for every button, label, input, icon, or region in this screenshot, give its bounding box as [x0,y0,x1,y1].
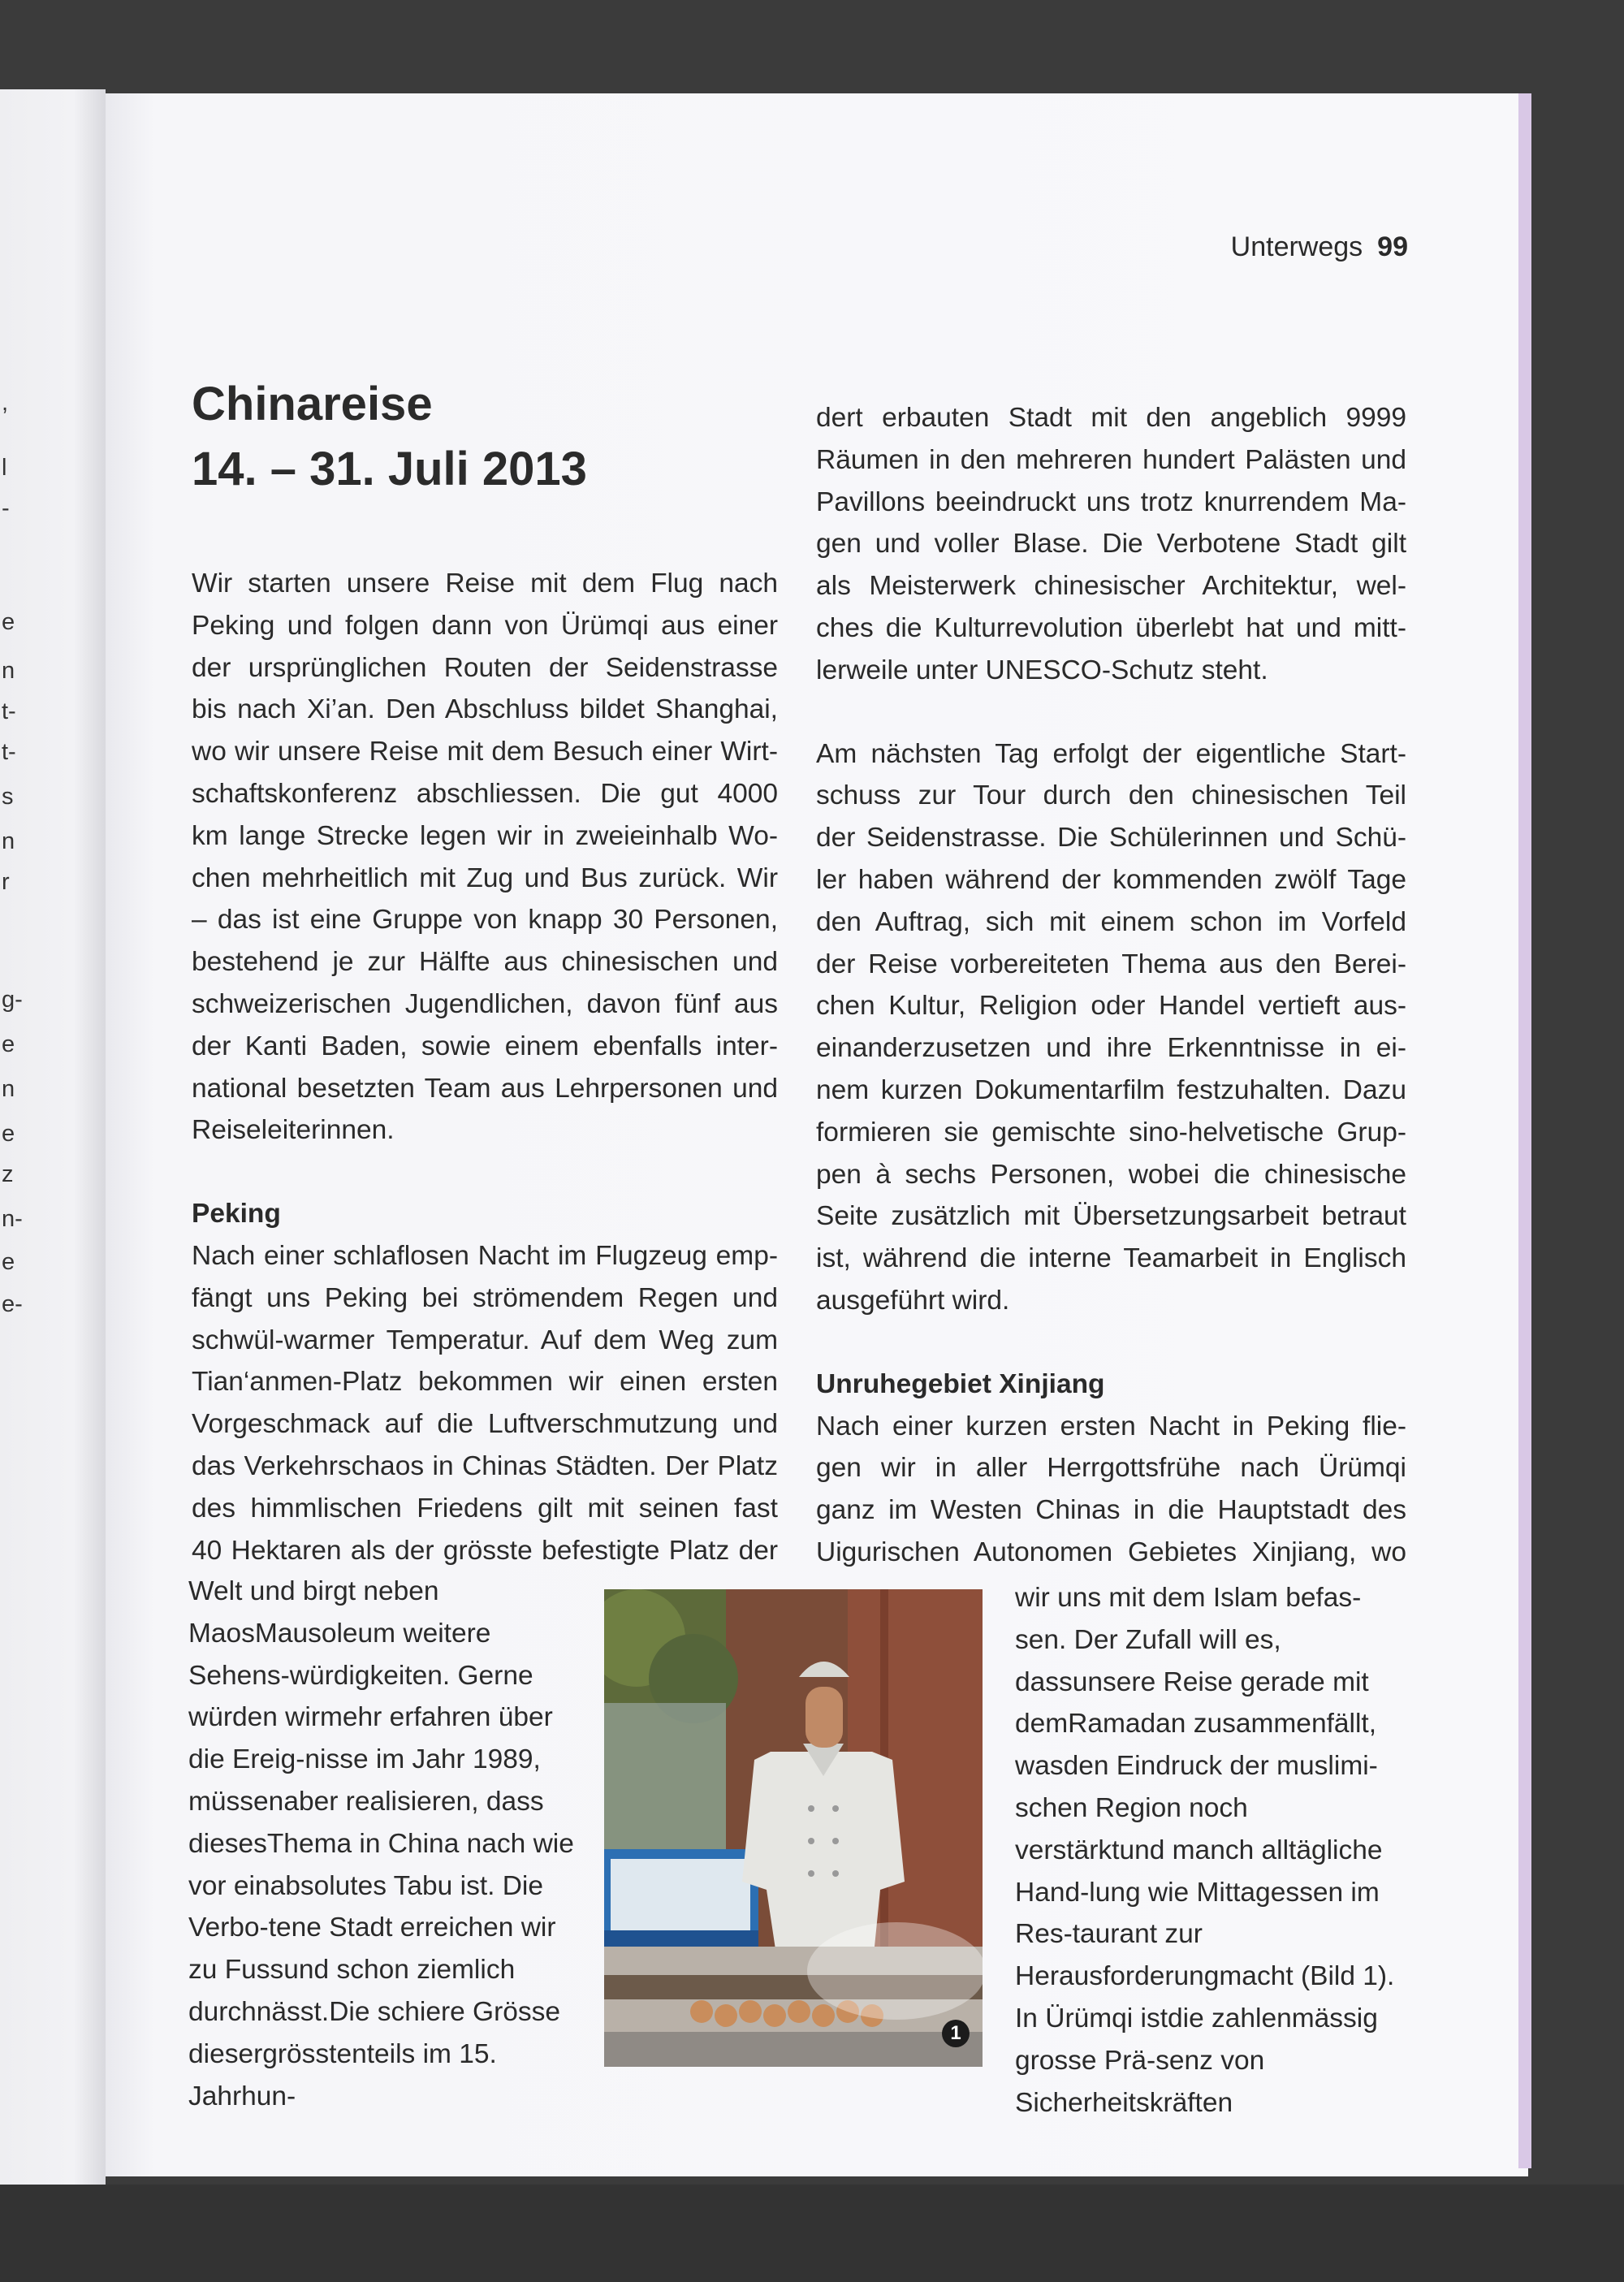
text-line: der Kanti Baden, sowie einem ebenfalls inter- [192,1031,778,1061]
facing-page-fragment: , [2,390,9,416]
xinjiang-paragraph [816,1406,1406,1574]
text-line: tene Stadt erreichen wir zu Fuss [188,1912,556,1986]
title-line-1: Chinareise [192,378,433,430]
text-line: chen Kultur, Religion oder Handel vertieft aus- [816,991,1406,1022]
text-line: das Verkehrschaos in Chinas Städten. Der Platz [192,1450,778,1481]
article-title [192,372,587,502]
text-line: ganz im Westen Chinas in die Hauptstadt des [816,1495,1406,1526]
facing-page-fragment: z [2,1161,14,1187]
facing-page-fragment: r [2,869,10,895]
facing-page-fragment: e [2,609,15,635]
text-line: Nach einer kurzen ersten Nacht in Peking flie- [816,1411,1406,1441]
text-line: bis nach Xi’an. Den Abschluss bildet Shanghai, [192,694,778,725]
text-line: Uigurischen Autonomen Gebietes Xinjiang, wo [816,1536,1406,1567]
intro-paragraph [192,563,778,1152]
text-line: wir uns mit dem Islam befas- [1015,1583,1362,1613]
section-heading-xinjiang: Unruhegebiet Xinjiang [816,1368,1105,1399]
text-line: senz von Sicherheitskräften [1015,2045,1265,2118]
text-line: der Seidenstrasse. Die Schülerinnen und Schü- [816,823,1406,854]
text-line: Vorgeschmack auf die Luftverschmutzung und [192,1409,778,1440]
text-line: Thema in China nach wie vor ein [188,1828,574,1901]
left-column [192,563,778,1571]
text-line: Am nächsten Tag erfolgt der eigentliche Start- [816,738,1406,769]
text-line: Ramadan zusammenfällt, was [1015,1709,1377,1782]
text-line: nem kurzen Dokumentarfilm festzuhalten. Dazu [816,1074,1406,1105]
facing-page-fragment: l [2,455,7,481]
text-line: formieren sie gemischte sino-helvetische Grup- [816,1117,1406,1147]
text-line: die zahlenmässig grosse Prä- [1015,2003,1378,2076]
text-line: einanderzusetzen und ihre Erkenntnisse in ei- [816,1033,1406,1064]
text-line: schaftskonferenz abschliessen. Die gut 4000 [192,778,778,809]
text-line: unsere Reise gerade mit dem [1015,1666,1369,1740]
text-line: aber realisieren, dass dieses [188,1786,544,1859]
text-line: fängt uns Peking bei strömendem Regen und [192,1282,778,1313]
text-line: wo wir unsere Reise mit dem Besuch einer Wirt- [192,737,778,767]
text-line: und manch alltägliche Hand- [1015,1835,1383,1908]
text-line: Mausoleum weitere Sehens- [188,1618,491,1691]
facing-page-fragment: - [2,495,10,521]
text-line: nisse im Jahr 1989, müssen [188,1744,541,1817]
text-line: schweizerischen Jugendlichen, davon fünf aus [192,988,778,1019]
peking-wrap-text [188,1571,575,2117]
text-line: macht (Bild 1). In Ürümqi ist [1015,1961,1395,2033]
text-line: den Eindruck der muslimi- [1063,1751,1378,1782]
peking-paragraph [192,1235,778,1571]
text-line: pen à sechs Personen, wobei die chinesische [816,1159,1406,1190]
text-line: Die schiere Grösse dieser [188,1996,561,2069]
text-line: schwül-warmer Temperatur. Auf dem Weg zum [192,1325,778,1355]
facing-page-fragment: e [2,1249,15,1275]
text-line: Welt und birgt neben Maos [188,1576,439,1649]
text-line: – das ist eine Gruppe von knapp 30 Personen, [192,905,778,936]
text-line: Reiseleiterinnen. [192,1115,395,1146]
text-line: Seite zusätzlich mit Übersetzungsarbeit betraut [816,1201,1406,1232]
text-line: mehr erfahren über die Ereig- [188,1702,553,1775]
facing-page-fragment: e [2,1031,15,1057]
text-line: der Reise vorbereiteten Thema aus den Berei- [816,949,1406,979]
text-line: bestehend je zur Hälfte aus chinesischen und [192,947,778,978]
text-line: Wir starten unsere Reise mit dem Flug nach [192,568,778,599]
text-line: würdigkeiten. Gerne würden wir [188,1660,533,1733]
facing-page-fragment: s [2,784,14,810]
facing-page-edge [0,89,106,2185]
text-line: schen Region noch verstärkt [1015,1792,1248,1865]
photo-street-food-vendor [604,1589,983,2067]
section-name: Unterwegs [1230,231,1363,262]
title-line-2: 14. – 31. Juli 2013 [192,443,587,495]
text-line: der ursprünglichen Routen der Seidenstrasse [192,652,778,683]
text-line: national besetzten Team aus Lehrpersonen und [192,1073,778,1104]
text-line: chen mehrheitlich mit Zug und Bus zurück. Wir [192,862,778,893]
text-line: ler haben während der kommenden zwölf Tage [816,864,1406,895]
text-line: dert erbauten Stadt mit den angeblich 9999 [816,403,1406,433]
text-line: ches die Kulturrevolution überlebt hat und mitt- [816,612,1406,643]
text-line: als Meisterwerk chinesischer Architektur, wel- [816,571,1406,602]
text-line: gen wir in aller Herrgottsfrühe nach Ürümqi [816,1453,1406,1484]
text-line: lerweile unter UNESCO-Schutz steht. [816,655,1268,685]
page-edge [1518,93,1531,2168]
text-line: taurant zur Herausforderung [1015,1919,1220,1992]
project-paragraph [816,733,1406,1322]
text-line: gen und voller Blase. Die Verbotene Stadt gilt [816,529,1406,560]
photo-number-badge: 1 [942,2020,970,2047]
continuation-paragraph [816,397,1406,692]
facing-page-fragment: n [2,1076,15,1102]
text-line: absolutes Tabu ist. Die Verbo- [188,1870,544,1943]
text-line: Nach einer schlaflosen Nacht im Flugzeug emp- [192,1240,778,1271]
text-line: Peking und folgen dann von Ürümqi aus einer [192,610,778,641]
text-line: des himmlischen Friedens gilt mit seinen fast [192,1493,778,1523]
text-line: Pavillons beeindruckt uns trotz knurrendem Ma- [816,486,1406,517]
text-line: sen. Der Zufall will es, dass [1015,1624,1281,1697]
facing-page-fragment: n- [2,1206,23,1232]
text-line: ist, während die interne Teamarbeit in Englisch [816,1243,1406,1274]
peking-wrap-paragraph [188,1571,575,2117]
text-line: Räumen in den mehreren hundert Palästen und [816,444,1406,475]
text-line: 40 Hektaren als der grösste befestigte Platz der [192,1535,778,1566]
facing-page-fragment: e [2,1121,15,1147]
text-line: km lange Strecke legen wir in zweieinhalb Wo- [192,820,778,851]
xinjiang-wrap-text [1015,1577,1398,2124]
text-line: ausgeführt wird. [816,1285,1010,1316]
page-number: 99 [1377,231,1408,262]
text-line: Tian‘anmen-Platz bekommen wir einen ersten [192,1367,778,1398]
facing-page-fragment: n [2,828,15,854]
right-column [816,397,1406,1574]
scan-background [0,2185,1624,2282]
facing-page-fragment: t- [2,739,16,765]
running-header [1231,231,1408,263]
section-heading-peking: Peking [192,1199,281,1230]
xinjiang-wrap-paragraph [1015,1577,1398,2124]
facing-page-fragment: n [2,658,15,684]
text-line: lung wie Mittagessen im Res- [1015,1877,1380,1950]
facing-page-fragment: g- [2,987,23,1013]
facing-page-fragment: t- [2,698,16,724]
text-line: und schon ziemlich durchnässt. [188,1955,516,2027]
text-line: grösstenteils im 15. Jahrhun- [188,2038,497,2111]
text-line: schuss zur Tour durch den chinesischen Teil [816,780,1406,811]
text-line: den Auftrag, sich mit einem schon im Vorfeld [816,906,1406,937]
facing-page-fragment: e- [2,1291,23,1317]
